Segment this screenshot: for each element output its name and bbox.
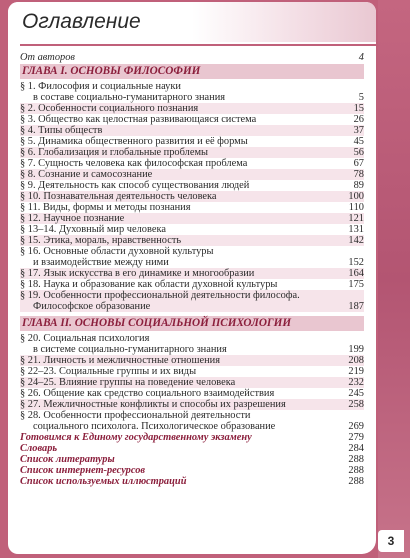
toc-entry-page: 199 (348, 344, 364, 355)
toc-entry-page: 152 (348, 257, 364, 268)
toc-entry-text (20, 355, 328, 366)
toc-entry-text (20, 279, 328, 290)
toc-entry-line-2: социального психолога. Психологическое образование (33, 421, 276, 432)
page-title: Оглавление (22, 10, 141, 33)
toc-entry-page: 110 (348, 202, 364, 213)
toc-entry-row[interactable] (20, 103, 364, 114)
toc-entry-line-1: § 1. Философия и социальные науки (20, 81, 181, 92)
toc-entry-text (20, 268, 328, 279)
toc-entry-text (20, 158, 328, 169)
toc-entry-page: 5 (358, 92, 364, 103)
page-edge-strip (378, 0, 410, 558)
toc-entry-text (20, 432, 328, 443)
toc-entry-text (20, 465, 328, 476)
toc-entry-page: 4 (358, 52, 364, 63)
toc-entry-page: 56 (353, 147, 364, 158)
toc-entry-line-1: § 17. Язык искусства в его динамике и многообразии (20, 268, 255, 279)
toc-entry-page: 208 (348, 355, 364, 366)
toc-entry-line-1: § 16. Основные области духовной культуры (20, 246, 214, 257)
toc-entry-row[interactable] (20, 158, 364, 169)
toc-entry-text (20, 333, 328, 355)
toc-entry-row[interactable] (20, 290, 364, 312)
toc-entry-page: 269 (348, 421, 364, 432)
toc-entry-text (20, 454, 328, 465)
toc-entry-line-1: § 7. Сущность человека как философская проблема (20, 158, 248, 169)
toc-entry-text (20, 125, 328, 136)
toc-entry-line-1: § 10. Познавательная деятельность человека (20, 191, 217, 202)
toc-entry-line-1: § 18. Наука и образование как области духовной культуры (20, 279, 278, 290)
chapter-2-heading[interactable]: ГЛАВА II. ОСНОВЫ СОЦИАЛЬНОЙ ПСИХОЛОГИИ (20, 316, 364, 331)
toc-entry-page: 284 (348, 443, 364, 454)
toc-entry-page: 37 (353, 125, 364, 136)
toc-entry-page: 175 (348, 279, 364, 290)
toc-entry-page: 78 (353, 169, 364, 180)
toc-entry-row[interactable] (20, 410, 364, 432)
toc-entry-page: 219 (348, 366, 364, 377)
title-rule (20, 44, 376, 46)
toc-entry-line-1: § 20. Социальная психология (20, 333, 150, 344)
toc-entry-text (20, 103, 328, 114)
toc-entry-page: 288 (348, 476, 364, 487)
toc-entry-text (20, 443, 328, 454)
toc-entry-row[interactable] (20, 366, 364, 377)
toc-entry-row[interactable] (20, 147, 364, 158)
toc-entry-line-1: § 24–25. Влияние группы на поведение человека (20, 377, 236, 388)
toc-entry-row[interactable] (20, 81, 364, 103)
toc-entry-row[interactable] (20, 432, 364, 443)
toc-entry-page: 15 (353, 103, 364, 114)
toc-entry-page: 67 (353, 158, 364, 169)
toc-entry-text (20, 388, 328, 399)
toc-entry-line-1: § 5. Динамика общественного развития и её формы (20, 136, 248, 147)
toc-entry-row[interactable] (20, 355, 364, 366)
toc-entry-line-1: Список интернет-ресурсов (20, 465, 146, 476)
toc-entry-line-1: Готовимся к Единому государственному экзамену (20, 432, 252, 443)
toc-entry-page: 142 (348, 235, 364, 246)
toc-entry-page: 121 (348, 213, 364, 224)
toc-entry-text (20, 169, 328, 180)
toc-entry-text (20, 476, 328, 487)
toc-entry-line-1: § 19. Особенности профессиональной деятельности философа. (20, 290, 300, 301)
toc-entry-row[interactable] (20, 454, 364, 465)
toc-entry-row[interactable] (20, 279, 364, 290)
page-number-badge: 3 (378, 530, 404, 552)
toc-entry-page: 187 (348, 301, 364, 312)
toc-entry-text (20, 114, 328, 125)
toc-entry-line-1: § 3. Общество как целостная развивающаяся система (20, 114, 257, 125)
toc-entry-text (20, 224, 328, 235)
toc-entry-page: 100 (348, 191, 364, 202)
toc-entry-line-1: § 15. Этика, мораль, нравственность (20, 235, 182, 246)
toc-entry-line-1: § 12. Научное познание (20, 213, 125, 224)
toc-entry-page: 232 (348, 377, 364, 388)
toc-entry-row[interactable] (20, 136, 364, 147)
toc-entry-page: 288 (348, 454, 364, 465)
table-of-contents (20, 48, 364, 487)
toc-entry-line-1: § 28. Особенности профессиональной деятельности (20, 410, 251, 421)
toc-entry-row[interactable] (20, 377, 364, 388)
toc-entry-text (20, 246, 328, 268)
chapter-1-list (20, 81, 364, 312)
toc-entry-row[interactable] (20, 388, 364, 399)
toc-entry-text (20, 377, 328, 388)
toc-entry-line-1: Список используемых иллюстраций (20, 476, 187, 487)
toc-entry-row[interactable] (20, 443, 364, 454)
toc-entry-row[interactable] (20, 235, 364, 246)
toc-entry-line-2: и взаимодействие между ними (33, 257, 169, 268)
book-page (8, 2, 376, 554)
toc-entry-line-1: Список литературы (20, 454, 115, 465)
toc-entry-text (20, 136, 328, 147)
toc-entry-line-1: § 21. Личность и межличностные отношения (20, 355, 220, 366)
toc-entry-page: 26 (353, 114, 364, 125)
chapter-1-heading[interactable]: ГЛАВА I. ОСНОВЫ ФИЛОСОФИИ (20, 64, 364, 79)
toc-entry-line-1: § 6. Глобализация и глобальные проблемы (20, 147, 209, 158)
toc-entry-row[interactable] (20, 333, 364, 355)
toc-entry-text (20, 147, 328, 158)
chapter-2-list (20, 333, 364, 432)
toc-entry-row[interactable] (20, 213, 364, 224)
toc-entry-row[interactable] (20, 180, 364, 191)
toc-entry-row[interactable] (20, 114, 364, 125)
toc-entry-text (20, 399, 328, 410)
toc-entry-line-1: § 27. Межличностные конфликты и способы их разрешения (20, 399, 286, 410)
toc-entry-line-1: § 4. Типы обществ (20, 125, 103, 136)
toc-entry-line-2: в составе социально-гуманитарного знания (33, 92, 226, 103)
toc-entry-page: 89 (353, 180, 364, 191)
toc-entry-line-2: в системе социально-гуманитарного знания (33, 344, 227, 355)
toc-entry-text (20, 202, 328, 213)
toc-entry-line-1: § 8. Сознание и самосознание (20, 169, 153, 180)
toc-entry-page: 131 (348, 224, 364, 235)
toc-entry-row[interactable] (20, 246, 364, 268)
toc-entry-text (20, 290, 328, 312)
toc-entry-text (20, 213, 328, 224)
toc-entry-row[interactable] (20, 202, 364, 213)
toc-entry-line-1: § 11. Виды, формы и методы познания (20, 202, 191, 213)
appendix-list (20, 432, 364, 487)
toc-entry-row[interactable] (20, 125, 364, 136)
toc-entry-line-1: § 9. Деятельность как способ существования людей (20, 180, 250, 191)
toc-entry-line-1: § 13–14. Духовный мир человека (20, 224, 166, 235)
toc-entry-line-2: Философское образование (33, 301, 151, 312)
toc-entry-text (20, 366, 328, 377)
toc-intro-row[interactable] (20, 52, 364, 63)
toc-entry-row[interactable] (20, 465, 364, 476)
toc-entry-row[interactable] (20, 399, 364, 410)
toc-entry-text (20, 180, 328, 191)
toc-entry-page: 288 (348, 465, 364, 476)
toc-entry-line-1: § 22–23. Социальные группы и их виды (20, 366, 197, 377)
toc-entry-page: 45 (353, 136, 364, 147)
toc-entry-page: 279 (348, 432, 364, 443)
toc-entry-row[interactable] (20, 476, 364, 487)
toc-entry-page: 258 (348, 399, 364, 410)
toc-entry-row[interactable] (20, 191, 364, 202)
toc-entry-text (20, 235, 328, 246)
toc-entry-text: От авторов (20, 52, 75, 63)
toc-entry-line-1: Словарь (20, 443, 58, 454)
toc-entry-page: 245 (348, 388, 364, 399)
toc-entry-text (20, 81, 328, 103)
toc-entry-text (20, 410, 328, 432)
toc-entry-line-1: § 2. Особенности социального познания (20, 103, 199, 114)
toc-entry-row[interactable] (20, 169, 364, 180)
toc-entry-row[interactable] (20, 224, 364, 235)
toc-entry-text (20, 191, 328, 202)
toc-entry-page: 164 (348, 268, 364, 279)
toc-entry-row[interactable] (20, 268, 364, 279)
toc-entry-line-1: § 26. Общение как средство социального взаимодействия (20, 388, 275, 399)
